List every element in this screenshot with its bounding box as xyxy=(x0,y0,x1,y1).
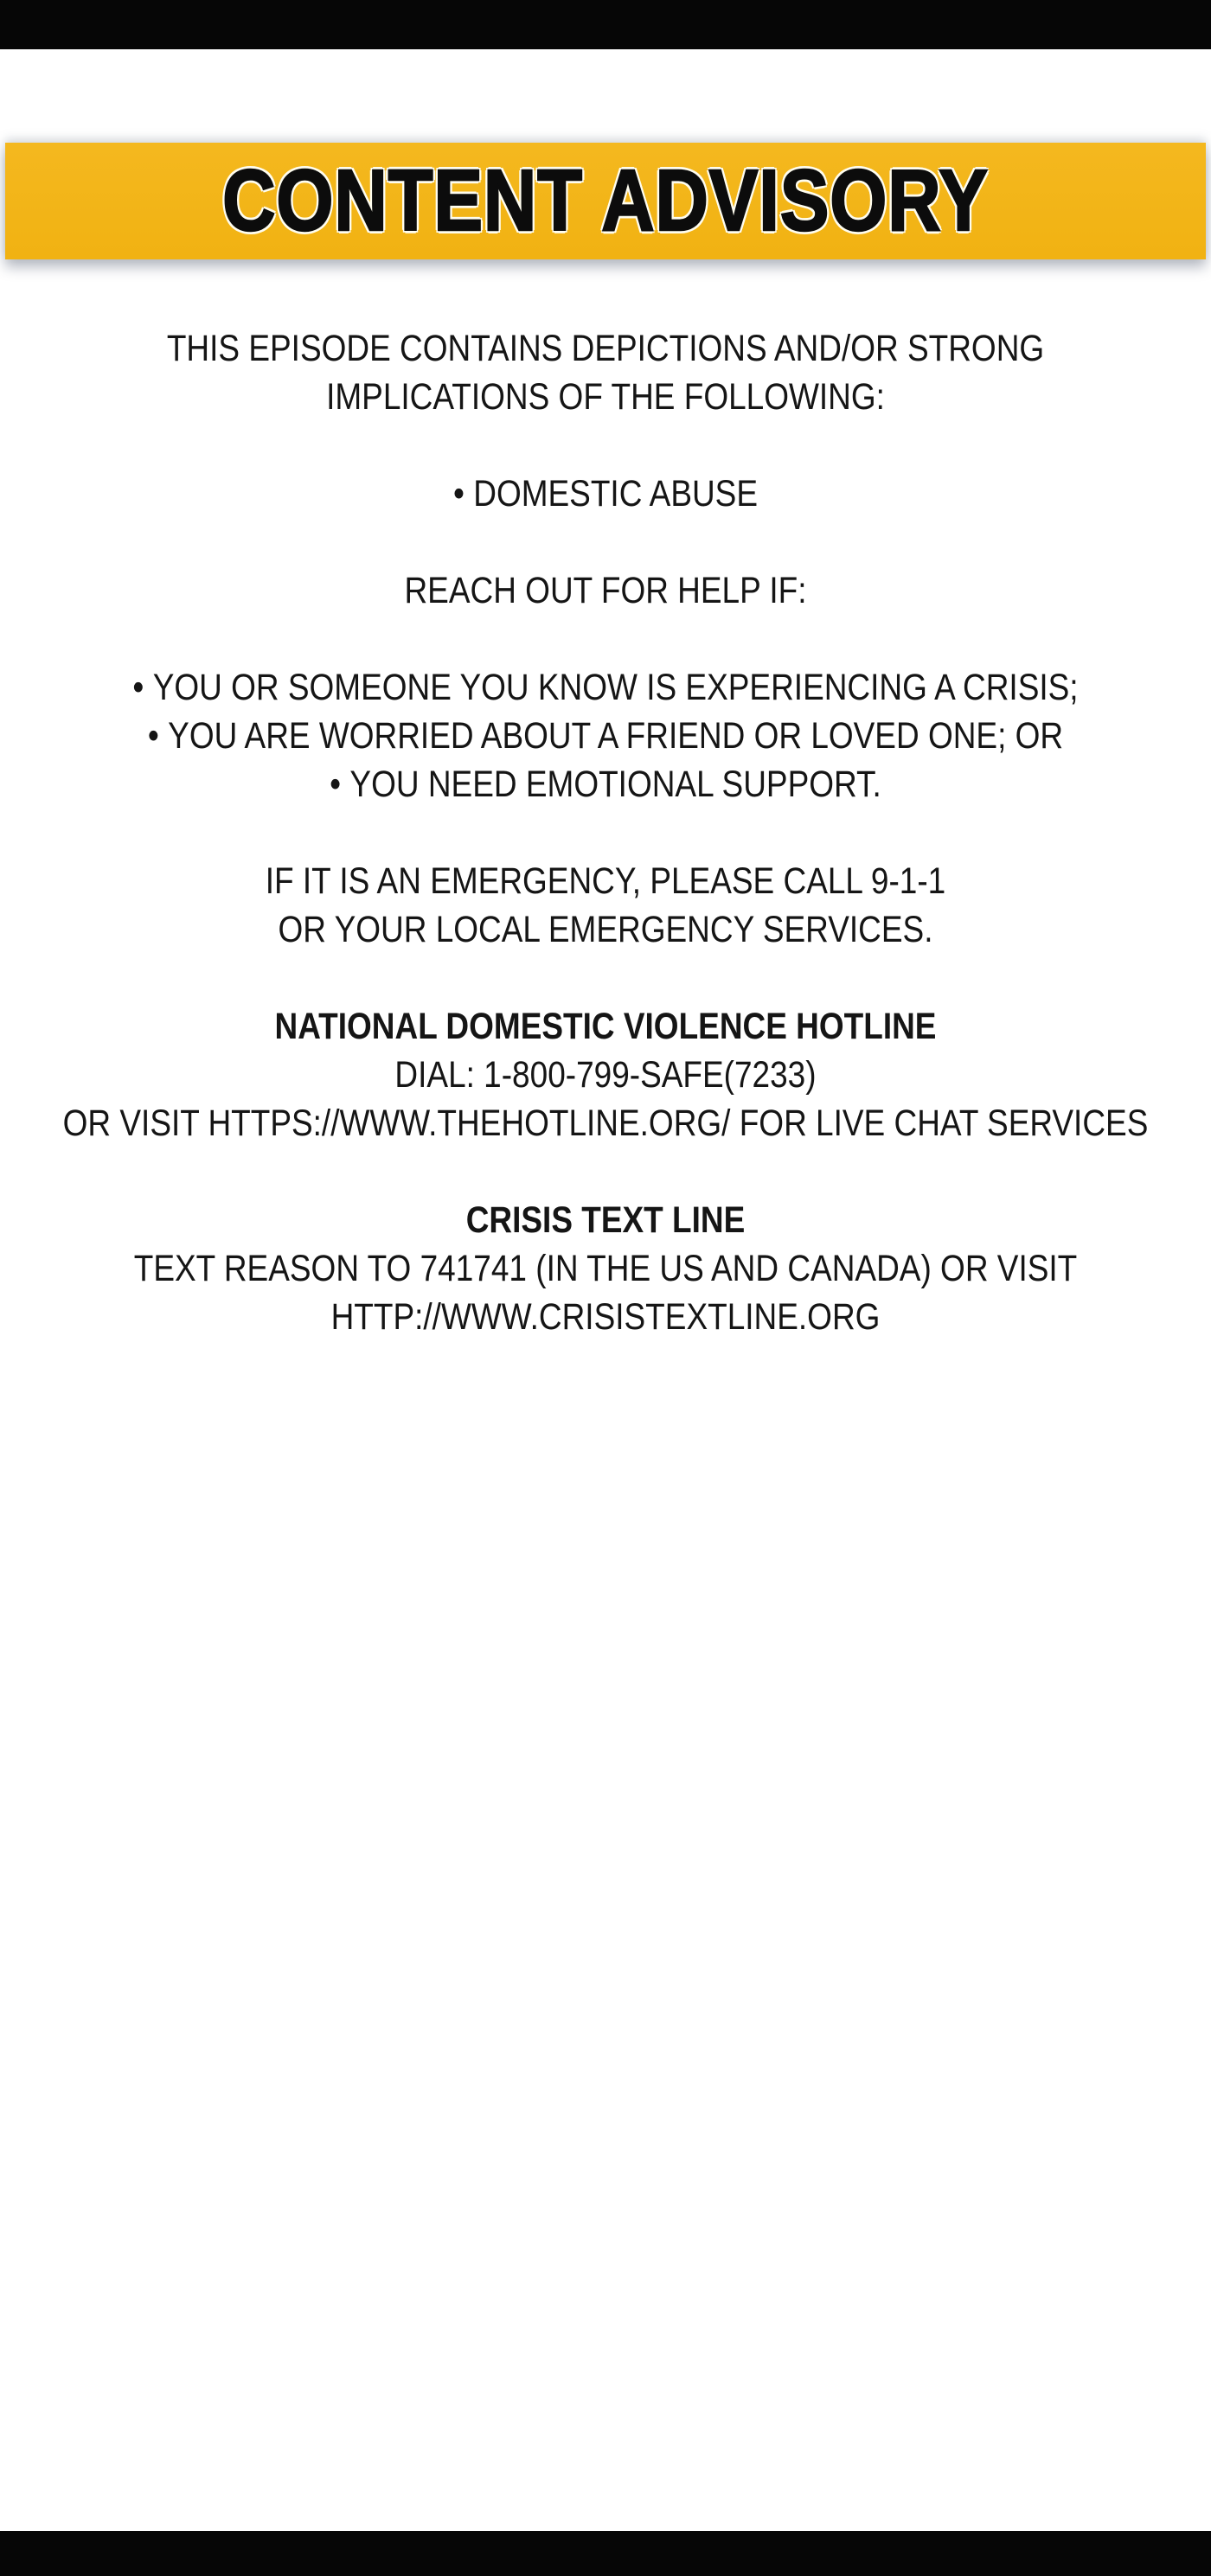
spacer xyxy=(0,518,1211,566)
bullet-icon: • xyxy=(330,764,342,805)
help-condition-item xyxy=(0,712,1211,760)
resource-name: NATIONAL DOMESTIC VIOLENCE HOTLINE xyxy=(274,1006,937,1047)
advisory-intro-line: THIS EPISODE CONTAINS DEPICTIONS AND/OR STRONG xyxy=(166,328,1045,369)
resource-text-line: TEXT REASON TO 741741 (IN THE US AND CANADA) OR VISIT xyxy=(133,1248,1078,1289)
help-condition-label: YOU NEED EMOTIONAL SUPPORT. xyxy=(349,764,881,805)
emergency-line: OR YOUR LOCAL EMERGENCY SERVICES. xyxy=(278,909,933,950)
spacer xyxy=(0,615,1211,663)
advisory-text-block xyxy=(0,324,1211,1341)
spacer xyxy=(0,1147,1211,1196)
bullet-icon: • xyxy=(132,667,144,708)
resource-name: CRISIS TEXT LINE xyxy=(465,1199,746,1241)
help-condition-item xyxy=(0,760,1211,809)
top-separator-bar xyxy=(0,0,1211,49)
banner-title: CONTENT ADVISORY xyxy=(222,152,989,249)
bullet-icon: • xyxy=(147,715,159,757)
reach-out-heading: REACH OUT FOR HELP IF: xyxy=(404,570,807,611)
spacer xyxy=(0,809,1211,857)
spacer xyxy=(0,421,1211,470)
content-warning-item xyxy=(0,470,1211,518)
content-warning-label: DOMESTIC ABUSE xyxy=(473,473,759,515)
bottom-separator-bar xyxy=(0,2531,1211,2576)
resource-phone-line: DIAL: 1-800-799-SAFE(7233) xyxy=(394,1054,817,1096)
resource-url-line: HTTP://WWW.CRISISTEXTLINE.ORG xyxy=(330,1296,881,1338)
emergency-line: IF IT IS AN EMERGENCY, PLEASE CALL 9-1-1 xyxy=(265,860,946,902)
content-advisory-banner xyxy=(5,143,1206,259)
advisory-intro-line: IMPLICATIONS OF THE FOLLOWING: xyxy=(326,376,885,418)
help-condition-label: YOU ARE WORRIED ABOUT A FRIEND OR LOVED ONE; OR xyxy=(168,715,1064,757)
bullet-icon: • xyxy=(452,473,465,515)
help-condition-label: YOU OR SOMEONE YOU KNOW IS EXPERIENCING A CRISIS; xyxy=(152,667,1079,708)
resource-url-line: OR VISIT HTTPS://WWW.THEHOTLINE.ORG/ FOR LIVE CHAT SERVICES xyxy=(62,1103,1149,1144)
help-condition-item xyxy=(0,663,1211,712)
spacer xyxy=(0,954,1211,1002)
